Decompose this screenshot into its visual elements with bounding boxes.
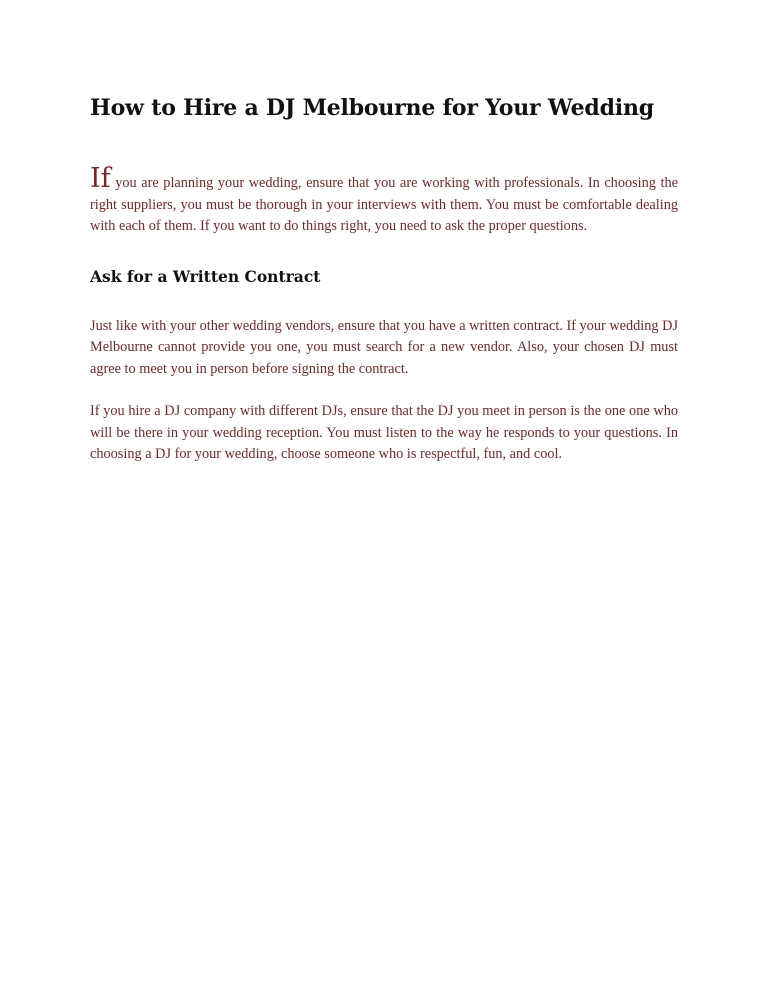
- section-paragraph-1: Just like with your other wedding vendors, ensure that you have a written contract. If your wedding DJ Melbourne cannot provide you one, you must search for a new vendor. Also, your chosen DJ must agree to meet you in person before signing the contract.: [90, 317, 679, 377]
- intro-dropcap: If: [90, 163, 111, 194]
- section-heading: Ask for a Written Contract: [90, 266, 321, 286]
- intro-paragraph: [90, 163, 678, 238]
- intro-text: you are planning your wedding, ensure that you are working with professionals. In choosing the right suppliers, you must be thorough in your interviews with them. You must be comfortable dealing with each of them. If you want to do things right, you need to ask the proper questions.: [90, 175, 678, 234]
- section-paragraph-2: If you hire a DJ company with different DJs, ensure that the DJ you meet in person is the one one who will be there in your wedding reception. You must listen to the way he responds to your questions. In choosing a DJ for your wedding, choose someone who is respectful, fun, and cool.: [90, 403, 678, 462]
- document-title: How to Hire a DJ Melbourne for Your Wedding: [90, 95, 654, 121]
- document-page: [90, 92, 678, 466]
